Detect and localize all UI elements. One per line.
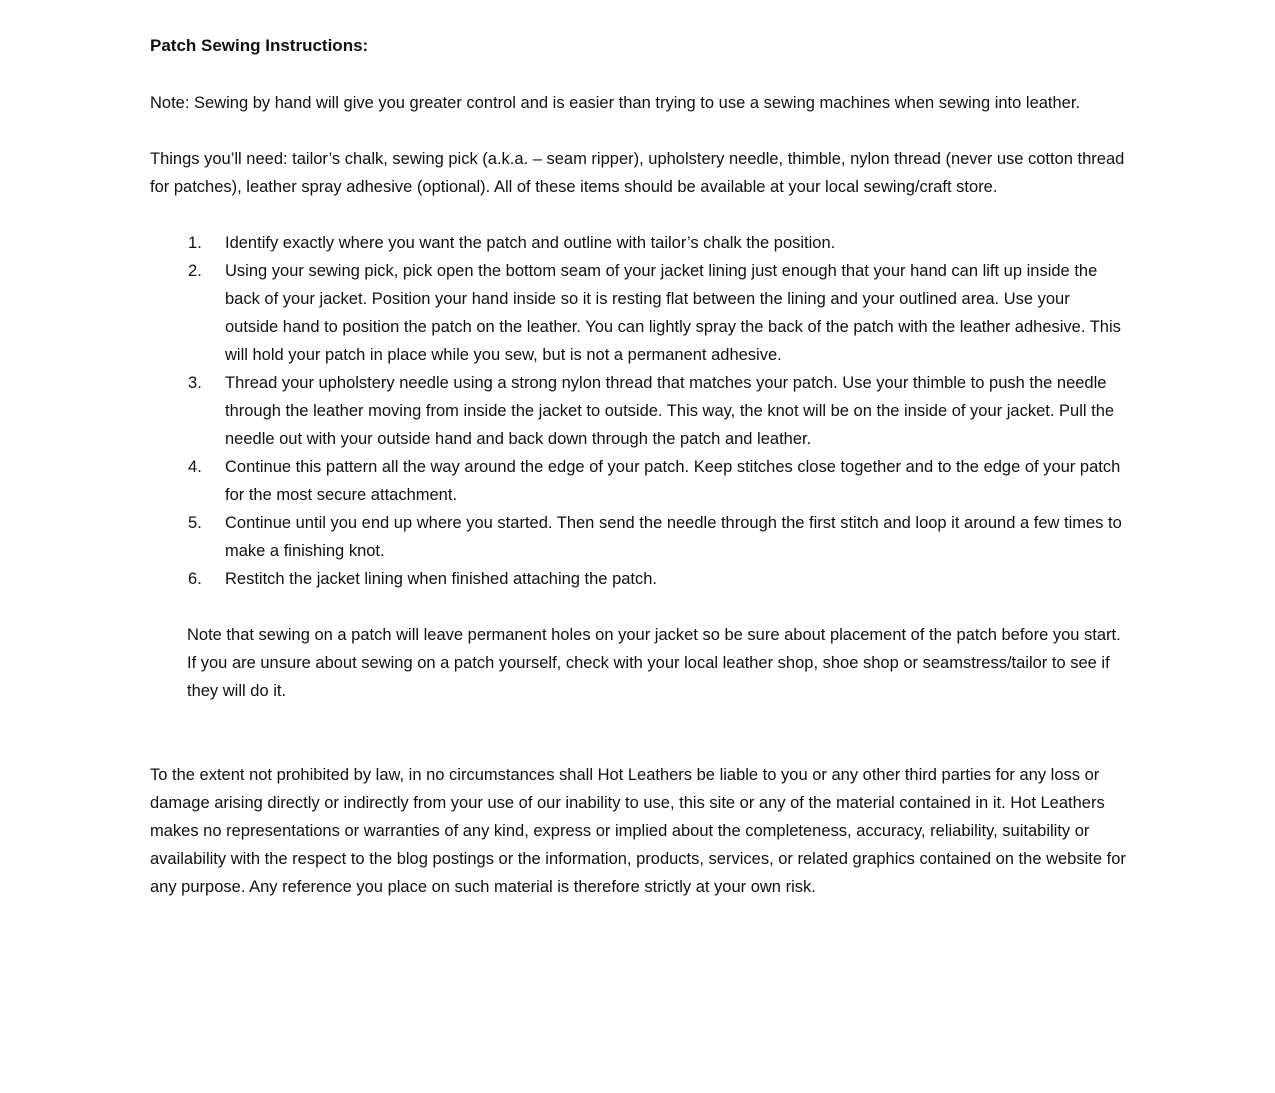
placement-note-paragraph: Note that sewing on a patch will leave permanent holes on your jacket so be sure about placement of the patch before you start. [187, 626, 1121, 644]
disclaimer-paragraph: To the extent not prohibited by law, in no circumstances shall Hot Leathers be liable to you or any other third parties for any loss or damage arising directly or indirectly from your use of our inability to use, this site or any of the material contained in it. Hot Leathers makes no representations or warranties of any kind, express or implied about the completeness, accuracy, reliability, suitability or availability with the respect to the blog postings or the information, products, services, or related graphics contained on the website for any purpose. Any reference you place on such material is therefore strictly at your own risk. [150, 766, 1126, 896]
unsure-note-paragraph: If you are unsure about sewing on a patch yourself, check with your local leather shop, shoe shop or seamstress/tailor to see if they will do it. [187, 654, 1110, 700]
step-item-1: Identify exactly where you want the patch and outline with tailor’s chalk the position. [225, 234, 836, 252]
step-item-4: Continue this pattern all the way around the edge of your patch. Keep stitches close together and to the edge of your patch for the most secure attachment. [225, 458, 1121, 504]
intro-note-paragraph: Note: Sewing by hand will give you greater control and is easier than trying to use a sewing machines when sewing into leather. [150, 94, 1081, 112]
step-item-3: Thread your upholstery needle using a strong nylon thread that matches your patch. Use your thimble to push the needle through the leather moving from inside the jacket to outside. This way, the knot will be on the inside of your jacket. Pull the needle out with your outside hand and back down through the patch and leather. [225, 374, 1115, 448]
instruction-steps-list [150, 229, 1127, 593]
step-item-2: Using your sewing pick, pick open the bottom seam of your jacket lining just enough that your hand can lift up inside the back of your jacket. Position your hand inside so it is resting flat between the lining and your outlined area. Use your outside hand to position the patch on the leather. You can lightly spray the back of the patch with the leather adhesive. This will hold your patch in place while you sew, but is not a permanent adhesive. [225, 262, 1121, 364]
things-needed-paragraph: Things you’ll need: tailor’s chalk, sewing pick (a.k.a. – seam ripper), upholstery needle, thimble, nylon thread (never use cotton thread for patches), leather spray adhesive (optional). All of these items should be available at your local sewing/craft store. [150, 150, 1125, 196]
notes-block [150, 621, 1127, 705]
step-item-6: Restitch the jacket lining when finished attaching the patch. [225, 570, 658, 588]
step-item-5: Continue until you end up where you started. Then send the needle through the first stitch and loop it around a few times to make a finishing knot. [225, 514, 1122, 560]
document-title: Patch Sewing Instructions: [150, 36, 369, 55]
